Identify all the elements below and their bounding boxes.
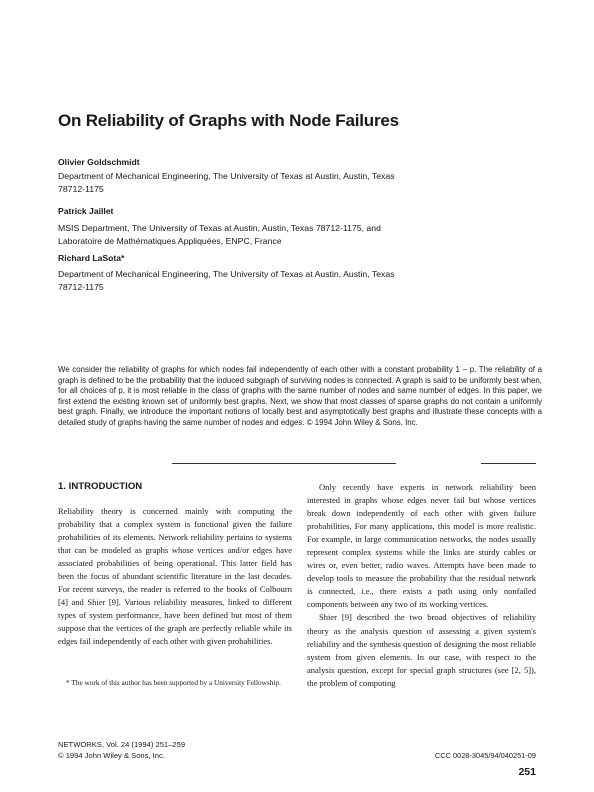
footnote: * The work of this author has been supported by a University Fellowship. <box>66 678 281 687</box>
journal-info <box>58 740 298 761</box>
author-name: Patrick Jaillet <box>58 206 114 216</box>
author-name: Richard LaSota* <box>58 253 125 263</box>
journal-citation: NETWORKS, Vol. 24 (1994) 251–259 <box>58 740 186 749</box>
body-paragraph: Reliability theory is concerned mainly with computing the probability that a complex system is functional given the failure probabilities of its elements. Network reliability pertains to systems that can be modeled as graphs whose vertices and/or edges have associated probabilities of being operational. This latter field has been the focus of abundant scientific literature in the last decades. For recent surveys, the reader is referred to the books of Colbourn [4] and Shier [9]. Various reliability measures, linked to different types of system performance, have been defined but most of them suppose that the vertices of the graph are perfectly reliable while its edges fail independently of each other with given probabilities. <box>58 506 292 647</box>
body-paragraph: Only recently have experts in network reliability been interested in graphs whose edges never fail but whose vertices break down independently of each other with given failure probabilities. For many applications, this model is more realistic. For example, in large communication networks, the nodes usually represent complex systems while the links are sturdy cables or wires or, even better, radio waves. Attempts have been made to develop tools to measure the probability that the residual network is connected, i.e., there exists a path using only nonfailed components between any two of its working vertices. <box>307 482 536 610</box>
author-affiliation: Department of Mechanical Engineering, The University of Texas at Austin, Austin, Texas 78712-1175 <box>58 269 395 292</box>
page-number: 251 <box>518 766 536 778</box>
separator-rule <box>172 463 396 464</box>
paper-title: On Reliability of Graphs with Node Failures <box>58 111 399 130</box>
abstract: We consider the reliability of graphs for which nodes fail independently of each other with a constant probability 1 − p. The reliability of a graph is defined to be the probability that the induced subgraph of surviving nodes is connected. A graph is said to be uniformly best when, for all choices of p, it is most reliable in the class of graphs with the same number of nodes and same number of edges. In this paper, we first extend the existing known set of uniformly best graphs. Next, we show that most classes of sparse graphs do not contain a uniformly best graph. Finally, we introduce the important notions of locally best and asymptotically best graphs and illustrate these concepts with a detailed study of graphs having the same number of nodes and edges. © 1994 John Wiley & Sons, Inc. <box>58 365 542 427</box>
author-affiliation: MSIS Department, The University of Texas at Austin, Austin, Texas 78712-1175, and Laboratoire de Mathématiques Appliquées, ENPC, France <box>58 223 381 246</box>
author-name: Olivier Goldschmidt <box>58 157 140 167</box>
left-column <box>58 505 292 649</box>
separator-rule <box>481 463 536 464</box>
section-heading: 1. INTRODUCTION <box>58 481 143 492</box>
ccc-code: CCC 0028-3045/94/040251-09 <box>434 751 536 760</box>
copyright-line: © 1994 John Wiley & Sons, Inc. <box>58 750 165 760</box>
author-affiliation: Department of Mechanical Engineering, The University of Texas at Austin, Austin, Texas 78712-1175 <box>58 171 395 194</box>
body-paragraph: Shier [9] described the two broad objectives of reliability theory as the analysis question of assessing a given system's reliability and the synthesis question of designing the most reliable system from given elements. In our case, with respect to the analysis question, except for special graph structures (see [2, 5]), the problem of computing <box>307 612 536 688</box>
right-column <box>307 481 536 690</box>
